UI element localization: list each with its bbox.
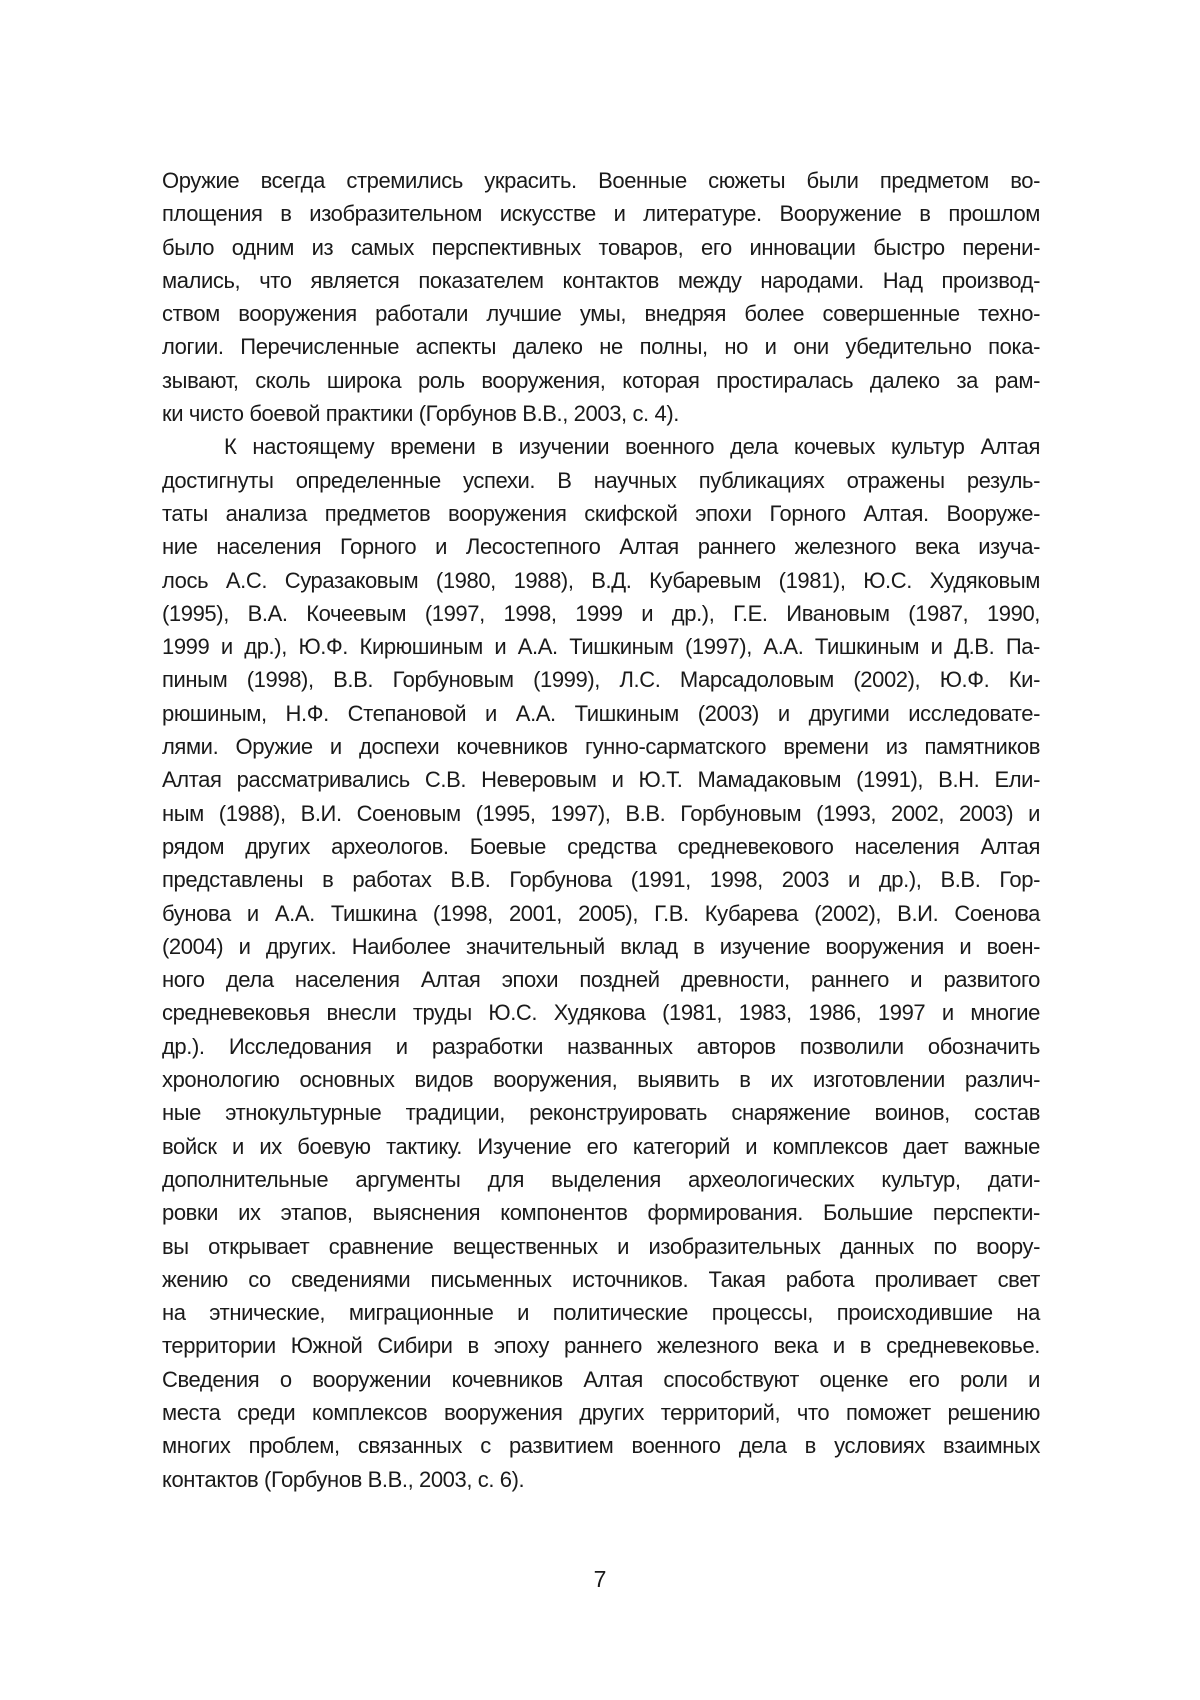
paragraph (162, 164, 1040, 430)
text-line: средневековья внесли труды Ю.С. Худякова (1981, 1983, 1986, 1997 и многие (162, 1000, 1040, 1026)
text-line: лось А.С. Суразаковым (1980, 1988), В.Д. Кубаревым (1981), Ю.С. Худяковым (162, 567, 1040, 593)
text-line: 1999 и др.), Ю.Ф. Кирюшиным и А.А. Тишкиным (1997), А.А. Тишкиным и Д.В. Па- (162, 634, 1040, 660)
text-line: хронологию основных видов вооружения, выявить в их изготовлении различ- (162, 1067, 1040, 1093)
text-line: достигнуты определенные успехи. В научных публикациях отражены резуль- (162, 467, 1040, 493)
text-line: зывают, сколь широка роль вооружения, которая простиралась далеко за рам- (162, 367, 1040, 393)
text-line: представлены в работах В.В. Горбунова (1991, 1998, 2003 и др.), В.В. Гор- (162, 867, 1040, 893)
text-line: территории Южной Сибири в эпоху раннего железного века и в средневековье. (162, 1333, 1040, 1359)
text-line: лями. Оружие и доспехи кочевников гунно-сарматского времени из памятников (162, 734, 1040, 760)
text-line: Алтая рассматривались С.В. Неверовым и Ю.Т. Мамадаковым (1991), В.Н. Ели- (162, 767, 1040, 793)
text-line: ного дела населения Алтая эпохи поздней древности, раннего и развитого (162, 967, 1040, 993)
text-line: ние населения Горного и Лесостепного Алтая раннего железного века изуча- (162, 534, 1040, 560)
text-line: таты анализа предметов вооружения скифской эпохи Горного Алтая. Вооруже- (162, 500, 1040, 526)
text-line: контактов (Горбунов В.В., 2003, с. 6). (162, 1466, 525, 1492)
text-line: ством вооружения работали лучшие умы, внедряя более совершенные техно- (162, 301, 1040, 327)
text-line: было одним из самых перспективных товаров, его инновации быстро перени- (162, 234, 1040, 260)
page-number: 7 (593, 1566, 607, 1592)
text-line: К настоящему времени в изучении военного дела кочевых культур Алтая (224, 434, 1040, 460)
text-line: логии. Перечисленные аспекты далеко не полны, но и они убедительно пока- (162, 334, 1040, 360)
text-line: (1995), В.А. Кочеевым (1997, 1998, 1999 и др.), Г.Е. Ивановым (1987, 1990, (162, 600, 1040, 626)
text-line: рядом других археологов. Боевые средства средневекового населения Алтая (162, 833, 1040, 859)
text-line: мались, что является показателем контактов между народами. Над производ- (162, 267, 1040, 293)
text-line: ным (1988), В.И. Соеновым (1995, 1997), В.В. Горбуновым (1993, 2002, 2003) и (162, 800, 1040, 826)
text-line: многих проблем, связанных с развитием военного дела в условиях взаимных (162, 1433, 1040, 1459)
text-line: жению со сведениями письменных источников. Такая работа проливает свет (162, 1266, 1040, 1292)
text-line: др.). Исследования и разработки названных авторов позволили обозначить (162, 1033, 1040, 1059)
body-text (162, 164, 1040, 1496)
text-line: ки чисто боевой практики (Горбунов В.В., 2003, с. 4). (162, 401, 679, 427)
text-line: рюшиным, Н.Ф. Степановой и А.А. Тишкиным (2003) и другими исследовате- (162, 700, 1040, 726)
text-line: (2004) и других. Наиболее значительный вклад в изучение вооружения и воен- (162, 933, 1040, 959)
text-line: пиным (1998), В.В. Горбуновым (1999), Л.С. Марсадоловым (2002), Ю.Ф. Ки- (162, 667, 1040, 693)
text-line: на этнические, миграционные и политические процессы, происходившие на (162, 1300, 1040, 1326)
text-line: ровки их этапов, выяснения компонентов формирования. Большие перспекти- (162, 1200, 1040, 1226)
text-line: вы открывает сравнение вещественных и изобразительных данных по воору- (162, 1233, 1040, 1259)
text-line: войск и их боевую тактику. Изучение его категорий и комплексов дает важные (162, 1133, 1040, 1159)
text-line: бунова и А.А. Тишкина (1998, 2001, 2005), Г.В. Кубарева (2002), В.И. Соенова (162, 900, 1040, 926)
text-line: места среди комплексов вооружения других территорий, что поможет решению (162, 1399, 1040, 1425)
text-line: Оружие всегда стремились украсить. Военные сюжеты были предметом во- (162, 168, 1040, 193)
text-line: ные этнокультурные традиции, реконструировать снаряжение воинов, состав (162, 1100, 1040, 1126)
text-line: площения в изобразительном искусстве и литературе. Вооружение в прошлом (162, 201, 1040, 227)
paragraph (162, 430, 1040, 1496)
text-line: Сведения о вооружении кочевников Алтая способствуют оценке его роли и (162, 1366, 1040, 1392)
text-line: дополнительные аргументы для выделения археологических культур, дати- (162, 1166, 1040, 1192)
